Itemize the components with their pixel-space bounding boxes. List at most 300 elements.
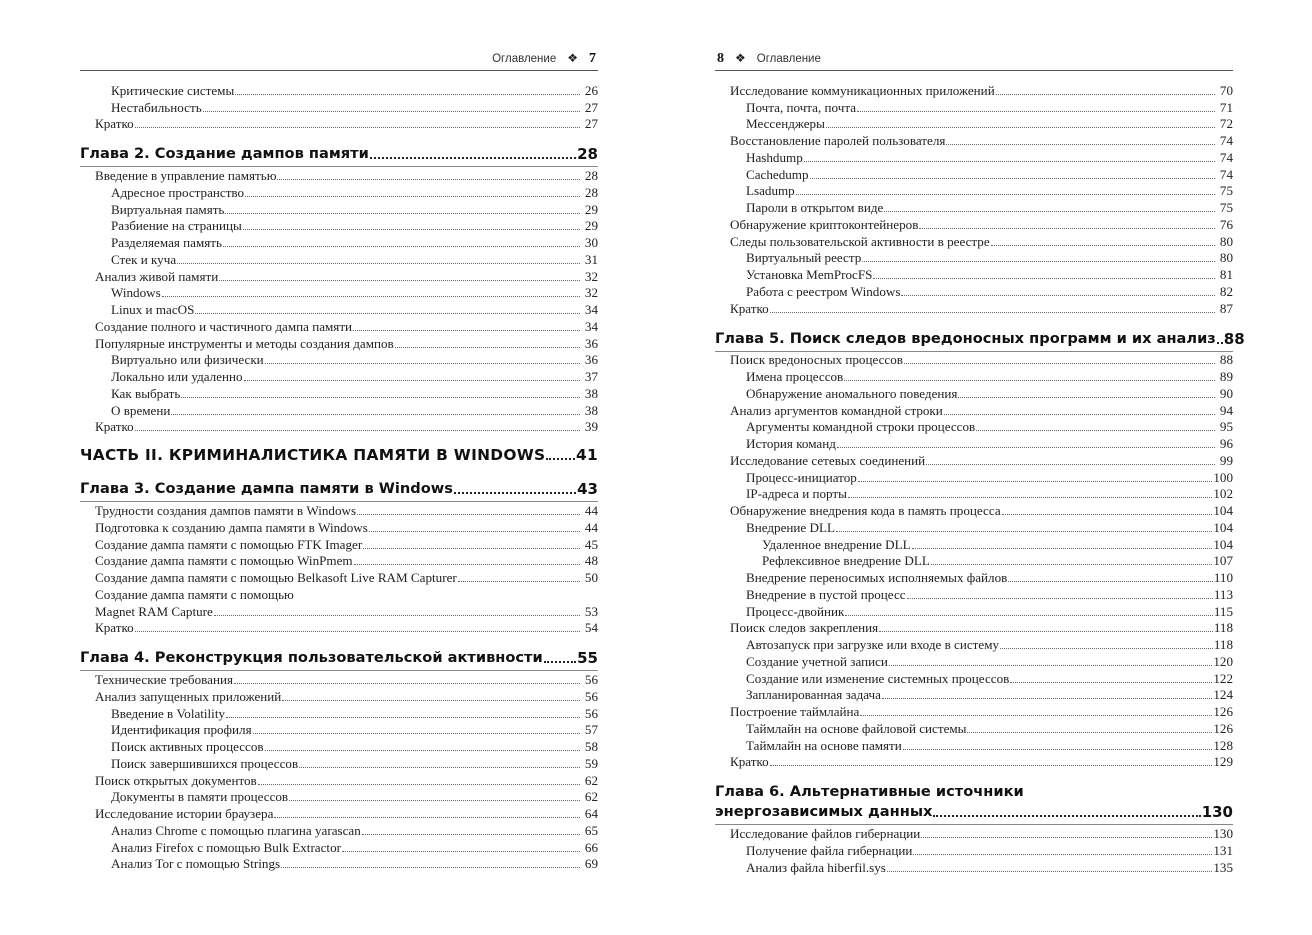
table-of-contents (80, 82, 598, 872)
running-header (715, 50, 1233, 71)
entry-page-number: 126 (1213, 704, 1233, 719)
dot-leader (1010, 682, 1212, 683)
entry-page-number: 82 (1219, 283, 1233, 299)
toc-entry[interactable] (715, 385, 1233, 402)
toc-entry[interactable] (715, 502, 1233, 519)
entry-page-number: 135 (1213, 859, 1233, 875)
ornament-icon: ❖ (735, 51, 746, 65)
dot-leader (265, 363, 580, 364)
entry-page-number: 56 (584, 705, 598, 721)
entry-page-number: 115 (1213, 603, 1233, 619)
entry-page-number: 94 (1219, 402, 1233, 418)
dot-leader (171, 414, 580, 415)
entry-title: Внедрение переносимых исполняемых файлов (746, 570, 1008, 585)
entry-title: Глава 5. Поиск следов вредоносных программ и их анализ (715, 329, 1216, 347)
toc-entry[interactable] (715, 216, 1233, 233)
dot-leader (243, 229, 580, 230)
toc-entry[interactable] (715, 737, 1233, 754)
toc-entry[interactable] (80, 705, 598, 722)
entry-title: Обнаружение внедрения кода в память процесса (730, 503, 1001, 518)
dot-leader (958, 397, 1215, 398)
entry-page-number: 88 (1219, 352, 1233, 368)
dot-leader (921, 837, 1212, 838)
toc-entry[interactable] (80, 218, 598, 235)
entry-page-number: 90 (1219, 385, 1233, 401)
ornament-icon: ❖ (567, 51, 578, 65)
toc-entry[interactable] (80, 772, 598, 789)
entry-title: Кратко (730, 300, 769, 316)
toc-entry[interactable] (715, 352, 1233, 369)
entry-title: Создание или изменение системных процессов (746, 670, 1010, 686)
dot-leader (857, 111, 1215, 112)
entry-page-number: 110 (1213, 570, 1233, 585)
entry-title: Обнаружение криптоконтейнеров (730, 216, 919, 232)
entry-page-number: 128 (1213, 737, 1233, 753)
entry-page-number: 28 (584, 168, 598, 183)
toc-entry[interactable] (715, 825, 1233, 842)
dot-leader (933, 815, 1200, 817)
dot-leader (882, 698, 1212, 699)
entry-page-number: 130 (1213, 826, 1233, 841)
dot-leader (363, 548, 580, 549)
entry-title: Cachedump (746, 166, 809, 182)
dot-leader (770, 765, 1213, 766)
toc-entry[interactable] (715, 183, 1233, 200)
entry-title: Глава 4. Реконструкция пользовательской активности (80, 649, 543, 667)
toc-entry[interactable] (80, 620, 598, 637)
entry-title: Поиск следов закрепления (730, 620, 879, 636)
toc-chapter[interactable] (715, 770, 1233, 802)
entry-title: Документы в памяти процессов (111, 789, 289, 805)
dot-leader (1008, 581, 1213, 582)
entry-page-number: 126 (1213, 720, 1233, 736)
toc-entry[interactable] (715, 283, 1233, 300)
entry-page-number: 100 (1213, 469, 1233, 485)
dot-leader (810, 178, 1215, 179)
entry-page-number: 29 (584, 218, 598, 234)
entry-page-number: 104 (1213, 536, 1233, 552)
dot-leader (926, 464, 1215, 465)
toc-entry[interactable] (80, 755, 598, 772)
toc-entry[interactable] (715, 250, 1233, 267)
entry-page-number: 28 (584, 184, 598, 200)
toc-entry[interactable] (715, 99, 1233, 116)
entry-page-number: 74 (1219, 133, 1233, 148)
entry-page-number: 74 (1219, 149, 1233, 165)
entry-page-number: 113 (1213, 586, 1233, 602)
entry-title: Процесс-инициатор (746, 469, 857, 485)
entry-title: Поиск активных процессов (111, 739, 264, 754)
entry-page-number: 130 (1201, 803, 1233, 822)
dot-leader (342, 851, 580, 852)
dot-leader (1000, 648, 1213, 649)
entry-title: Анализ запущенных приложений (95, 688, 282, 704)
toc-entry[interactable] (80, 569, 598, 586)
entry-page-number: 66 (584, 839, 598, 855)
toc-entry[interactable] (80, 603, 598, 620)
entry-page-number: 41 (575, 446, 598, 465)
toc-entry[interactable] (80, 805, 598, 822)
toc-entry[interactable] (715, 199, 1233, 216)
dot-leader (370, 157, 576, 159)
entry-page-number: 107 (1213, 553, 1233, 569)
entry-page-number: 37 (584, 369, 598, 384)
entry-page-number: 45 (584, 536, 598, 552)
entry-page-number: 88 (1223, 329, 1245, 348)
dot-leader (996, 94, 1215, 95)
dot-leader (181, 397, 580, 398)
toc-entry[interactable] (80, 318, 598, 335)
dot-leader (234, 683, 580, 684)
entry-title: Анализ аргументов командной строки (730, 402, 943, 418)
toc-entry[interactable] (715, 300, 1233, 317)
dot-leader (901, 295, 1215, 296)
entry-page-number: 50 (584, 570, 598, 585)
toc-entry[interactable] (715, 859, 1233, 876)
toc-entry[interactable] (80, 268, 598, 285)
toc-entry[interactable] (80, 368, 598, 385)
dot-leader (225, 213, 580, 214)
entry-page-number: 80 (1219, 250, 1233, 266)
entry-title: Пароли в открытом виде (746, 200, 884, 215)
entry-title: Обнаружение аномального поведения (746, 385, 958, 401)
entry-page-number: 27 (584, 99, 598, 115)
toc-entry[interactable] (80, 722, 598, 739)
entry-title: Кратко (95, 419, 134, 435)
toc-chapter[interactable] (80, 636, 598, 671)
dot-leader (282, 700, 580, 701)
toc-entry[interactable] (80, 285, 598, 302)
dot-leader (1002, 514, 1213, 515)
entry-title: Процесс-двойник (746, 603, 845, 619)
toc-entry[interactable] (715, 132, 1233, 149)
dot-leader (214, 615, 580, 616)
dot-leader (884, 211, 1215, 212)
entry-page-number: 69 (584, 856, 598, 872)
dot-leader (223, 246, 580, 247)
dot-leader (354, 564, 580, 565)
toc-entry[interactable] (715, 670, 1233, 687)
dot-leader (235, 94, 580, 95)
entry-title: Следы пользовательской активности в реестре (730, 233, 990, 249)
entry-title: IP-адреса и порты (746, 486, 847, 502)
entry-page-number: 124 (1213, 687, 1233, 703)
toc-entry[interactable] (715, 266, 1233, 283)
dot-leader (967, 732, 1212, 733)
entry-title: Введение в управление памятью (95, 168, 277, 183)
dot-leader (454, 492, 576, 494)
dot-leader (353, 330, 580, 331)
entry-title: Lsadump (746, 183, 795, 199)
toc-entry[interactable] (715, 452, 1233, 469)
toc-entry[interactable] (715, 553, 1233, 570)
entry-title: Запланированная задача (746, 687, 881, 703)
entry-title: Создание учетной записи (746, 653, 888, 669)
entry-title: Трудности создания дампов памяти в Windows (95, 503, 357, 518)
entry-page-number: 65 (584, 822, 598, 838)
entry-page-number: 55 (577, 649, 598, 668)
dot-leader (219, 280, 580, 281)
entry-page-number: 104 (1213, 519, 1233, 535)
entry-page-number: 57 (584, 722, 598, 738)
entry-page-number: 87 (1219, 300, 1233, 316)
entry-title: Почта, почта, почта (746, 99, 857, 115)
dot-leader (976, 430, 1215, 431)
toc-entry[interactable] (715, 233, 1233, 250)
entry-page-number: 62 (584, 772, 598, 788)
toc-entry[interactable] (80, 419, 598, 436)
entry-title: Технические требования (95, 672, 233, 687)
entry-title: Разделяемая память (111, 235, 222, 250)
dot-leader (195, 313, 580, 314)
toc-entry[interactable] (715, 368, 1233, 385)
entry-page-number: 34 (584, 318, 598, 334)
toc-entry[interactable] (80, 335, 598, 352)
entry-title: О времени (111, 402, 171, 418)
toc-entry[interactable] (80, 99, 598, 116)
toc-entry[interactable] (715, 486, 1233, 503)
entry-title: Адресное пространство (111, 184, 245, 200)
entry-page-number: 30 (584, 235, 598, 250)
entry-title: Анализ Firefox с помощью Bulk Extractor (111, 839, 341, 855)
toc-entry[interactable] (715, 82, 1233, 99)
entry-title: Глава 6. Альтернативные источники (715, 783, 1024, 801)
dot-leader (804, 161, 1215, 162)
dot-leader (903, 749, 1213, 750)
toc-entry[interactable] (80, 738, 598, 755)
toc-entry[interactable] (715, 653, 1233, 670)
entry-page-number: 102 (1213, 486, 1233, 502)
dot-leader (369, 531, 580, 532)
entry-page-number: 59 (584, 755, 598, 771)
toc-entry[interactable] (715, 419, 1233, 436)
dot-leader (162, 296, 580, 297)
entry-title: Идентификация профиля (111, 722, 252, 738)
entry-page-number: 36 (584, 335, 598, 351)
dot-leader (889, 665, 1212, 666)
dot-leader (544, 661, 576, 663)
toc-entry[interactable] (80, 856, 598, 873)
entry-page-number: 70 (1219, 82, 1233, 98)
entry-title: Анализ файла hiberfil.sys (746, 859, 886, 875)
entry-title: Кратко (95, 116, 134, 132)
table-of-contents (715, 82, 1245, 876)
dot-leader (862, 261, 1215, 262)
toc-entry[interactable] (715, 149, 1233, 166)
entry-title: Работа с реестром Windows (746, 283, 901, 299)
entry-page-number: 44 (584, 503, 598, 518)
toc-entry[interactable] (80, 234, 598, 251)
entry-title: Magnet RAM Capture (95, 603, 213, 619)
toc-entry[interactable] (715, 720, 1233, 737)
toc-entry[interactable] (80, 822, 598, 839)
entry-title: Удаленное внедрение DLL (762, 536, 911, 552)
dot-leader (289, 800, 580, 801)
entry-title: История команд (746, 436, 836, 451)
dot-leader (946, 144, 1215, 145)
toc-entry[interactable] (715, 435, 1233, 452)
entry-title: Поиск завершившихся процессов (111, 755, 299, 771)
entry-page-number: 64 (584, 806, 598, 821)
toc-part[interactable] (80, 435, 598, 467)
running-header (80, 50, 598, 71)
toc-chapter[interactable] (80, 467, 598, 502)
toc-entry[interactable] (715, 636, 1233, 653)
entry-title: Исследование файлов гибернации (730, 826, 921, 841)
entry-page-number: 75 (1219, 183, 1233, 199)
entry-page-number: 39 (584, 419, 598, 435)
toc-chapter[interactable] (715, 802, 1233, 825)
dot-leader (826, 127, 1215, 128)
entry-title: Создание дампа памяти с помощью WinPmem (95, 553, 353, 569)
toc-entry[interactable] (715, 469, 1233, 486)
entry-page-number: 28 (577, 145, 598, 164)
dot-leader (944, 414, 1215, 415)
toc-entry[interactable] (715, 519, 1233, 536)
dot-leader (245, 196, 580, 197)
toc-entry[interactable] (715, 402, 1233, 419)
dot-leader (203, 111, 580, 112)
toc-entry[interactable] (80, 586, 598, 603)
toc-entry[interactable] (715, 536, 1233, 553)
dot-leader (277, 179, 580, 180)
toc-entry[interactable] (715, 586, 1233, 603)
entry-page-number: 95 (1219, 419, 1233, 435)
dot-leader (253, 733, 580, 734)
entry-title: Нестабильность (111, 99, 202, 115)
toc-entry[interactable] (80, 385, 598, 402)
dot-leader (836, 531, 1212, 532)
entry-title: Внедрение в пустой процесс (746, 586, 906, 602)
header-title: Оглавление (492, 53, 557, 65)
toc-entry[interactable] (80, 839, 598, 856)
entry-title: Анализ живой памяти (95, 268, 219, 284)
entry-page-number: 75 (1219, 200, 1233, 215)
entry-page-number: 44 (584, 519, 598, 535)
entry-page-number: 38 (584, 385, 598, 401)
entry-title: Виртуальная память (111, 201, 225, 217)
entry-page-number: 122 (1213, 670, 1233, 686)
entry-page-number: 104 (1213, 503, 1233, 518)
dot-leader (135, 127, 580, 128)
dot-leader (265, 750, 580, 751)
dot-leader (770, 312, 1215, 313)
entry-title: Виртуально или физически (111, 352, 264, 368)
right-page (656, 0, 1312, 935)
entry-title: Кратко (730, 754, 769, 770)
dot-leader (362, 834, 580, 835)
entry-title: Таймлайн на основе памяти (746, 737, 902, 753)
entry-page-number: 53 (584, 603, 598, 619)
entry-title: Создание полного и частичного дампа памяти (95, 318, 353, 334)
entry-page-number: 96 (1219, 436, 1233, 451)
entry-title: Автозапуск при загрузке или входе в систему (746, 637, 1000, 652)
entry-title: Имена процессов (746, 369, 844, 384)
toc-entry[interactable] (715, 842, 1233, 859)
toc-entry[interactable] (80, 519, 598, 536)
entry-title: Введение в Volatility (111, 705, 226, 721)
dot-leader (274, 817, 580, 818)
entry-page-number: 76 (1219, 216, 1233, 232)
toc-entry[interactable] (715, 620, 1233, 637)
toc-entry[interactable] (80, 116, 598, 133)
entry-page-number: 80 (1219, 233, 1233, 249)
toc-entry[interactable] (715, 703, 1233, 720)
toc-entry[interactable] (80, 536, 598, 553)
entry-page-number: 129 (1213, 754, 1233, 770)
entry-title: Как выбрать (111, 385, 181, 401)
toc-entry[interactable] (80, 502, 598, 519)
entry-title: Установка MemProcFS (746, 267, 873, 282)
toc-entry[interactable] (715, 166, 1233, 183)
toc-entry[interactable] (80, 402, 598, 419)
dot-leader (907, 598, 1213, 599)
entry-page-number: 56 (584, 672, 598, 687)
toc-entry[interactable] (80, 201, 598, 218)
toc-chapter[interactable] (715, 317, 1245, 352)
entry-title: Создание дампа памяти с помощью FTK Imager (95, 536, 363, 552)
entry-title: Создание дампа памяти с помощью (95, 586, 294, 602)
toc-entry[interactable] (80, 184, 598, 201)
dot-leader (873, 278, 1215, 279)
toc-entry[interactable] (80, 352, 598, 369)
entry-title: Создание дампа памяти с помощью Belkasoft Live RAM Capturer (95, 570, 457, 585)
entry-title: Восстановление паролей пользователя (730, 133, 946, 148)
toc-entry[interactable] (715, 754, 1233, 771)
entry-title: Кратко (95, 620, 134, 636)
dot-leader (991, 245, 1215, 246)
entry-title: Критические системы (111, 82, 235, 98)
entry-title: Аргументы командной строки процессов (746, 419, 976, 435)
dot-leader (845, 615, 1212, 616)
dot-leader (837, 447, 1215, 448)
toc-entry[interactable] (80, 553, 598, 570)
toc-entry[interactable] (80, 789, 598, 806)
dot-leader (458, 581, 580, 582)
dot-leader (931, 564, 1213, 565)
entry-title: Глава 3. Создание дампа памяти в Windows (80, 480, 453, 498)
dot-leader (357, 514, 580, 515)
entry-title: Виртуальный реестр (746, 250, 862, 266)
dot-leader (226, 717, 580, 718)
entry-page-number: 118 (1213, 620, 1233, 636)
toc-entry[interactable] (80, 301, 598, 318)
entry-title: Анализ Tor с помощью Strings (111, 856, 281, 872)
entry-page-number: 89 (1219, 369, 1233, 384)
toc-entry[interactable] (80, 82, 598, 99)
toc-entry[interactable] (80, 671, 598, 688)
toc-entry[interactable] (715, 116, 1233, 133)
entry-page-number: 131 (1213, 842, 1233, 858)
entry-title: энергозависимых данных (715, 803, 933, 821)
toc-chapter[interactable] (80, 132, 598, 167)
entry-page-number: 36 (584, 352, 598, 368)
toc-entry[interactable] (80, 251, 598, 268)
toc-entry[interactable] (80, 688, 598, 705)
entry-page-number: 81 (1219, 267, 1233, 282)
toc-entry[interactable] (715, 687, 1233, 704)
page-number: 8 (717, 51, 724, 66)
entry-title: Исследование сетевых соединений (730, 452, 926, 468)
dot-leader (844, 380, 1215, 381)
entry-title: Windows (111, 285, 161, 301)
toc-entry[interactable] (715, 603, 1233, 620)
toc-entry[interactable] (80, 167, 598, 184)
dot-leader (135, 430, 580, 431)
entry-title: Исследование истории браузера (95, 806, 274, 821)
toc-entry[interactable] (715, 569, 1233, 586)
entry-page-number: 99 (1219, 452, 1233, 468)
